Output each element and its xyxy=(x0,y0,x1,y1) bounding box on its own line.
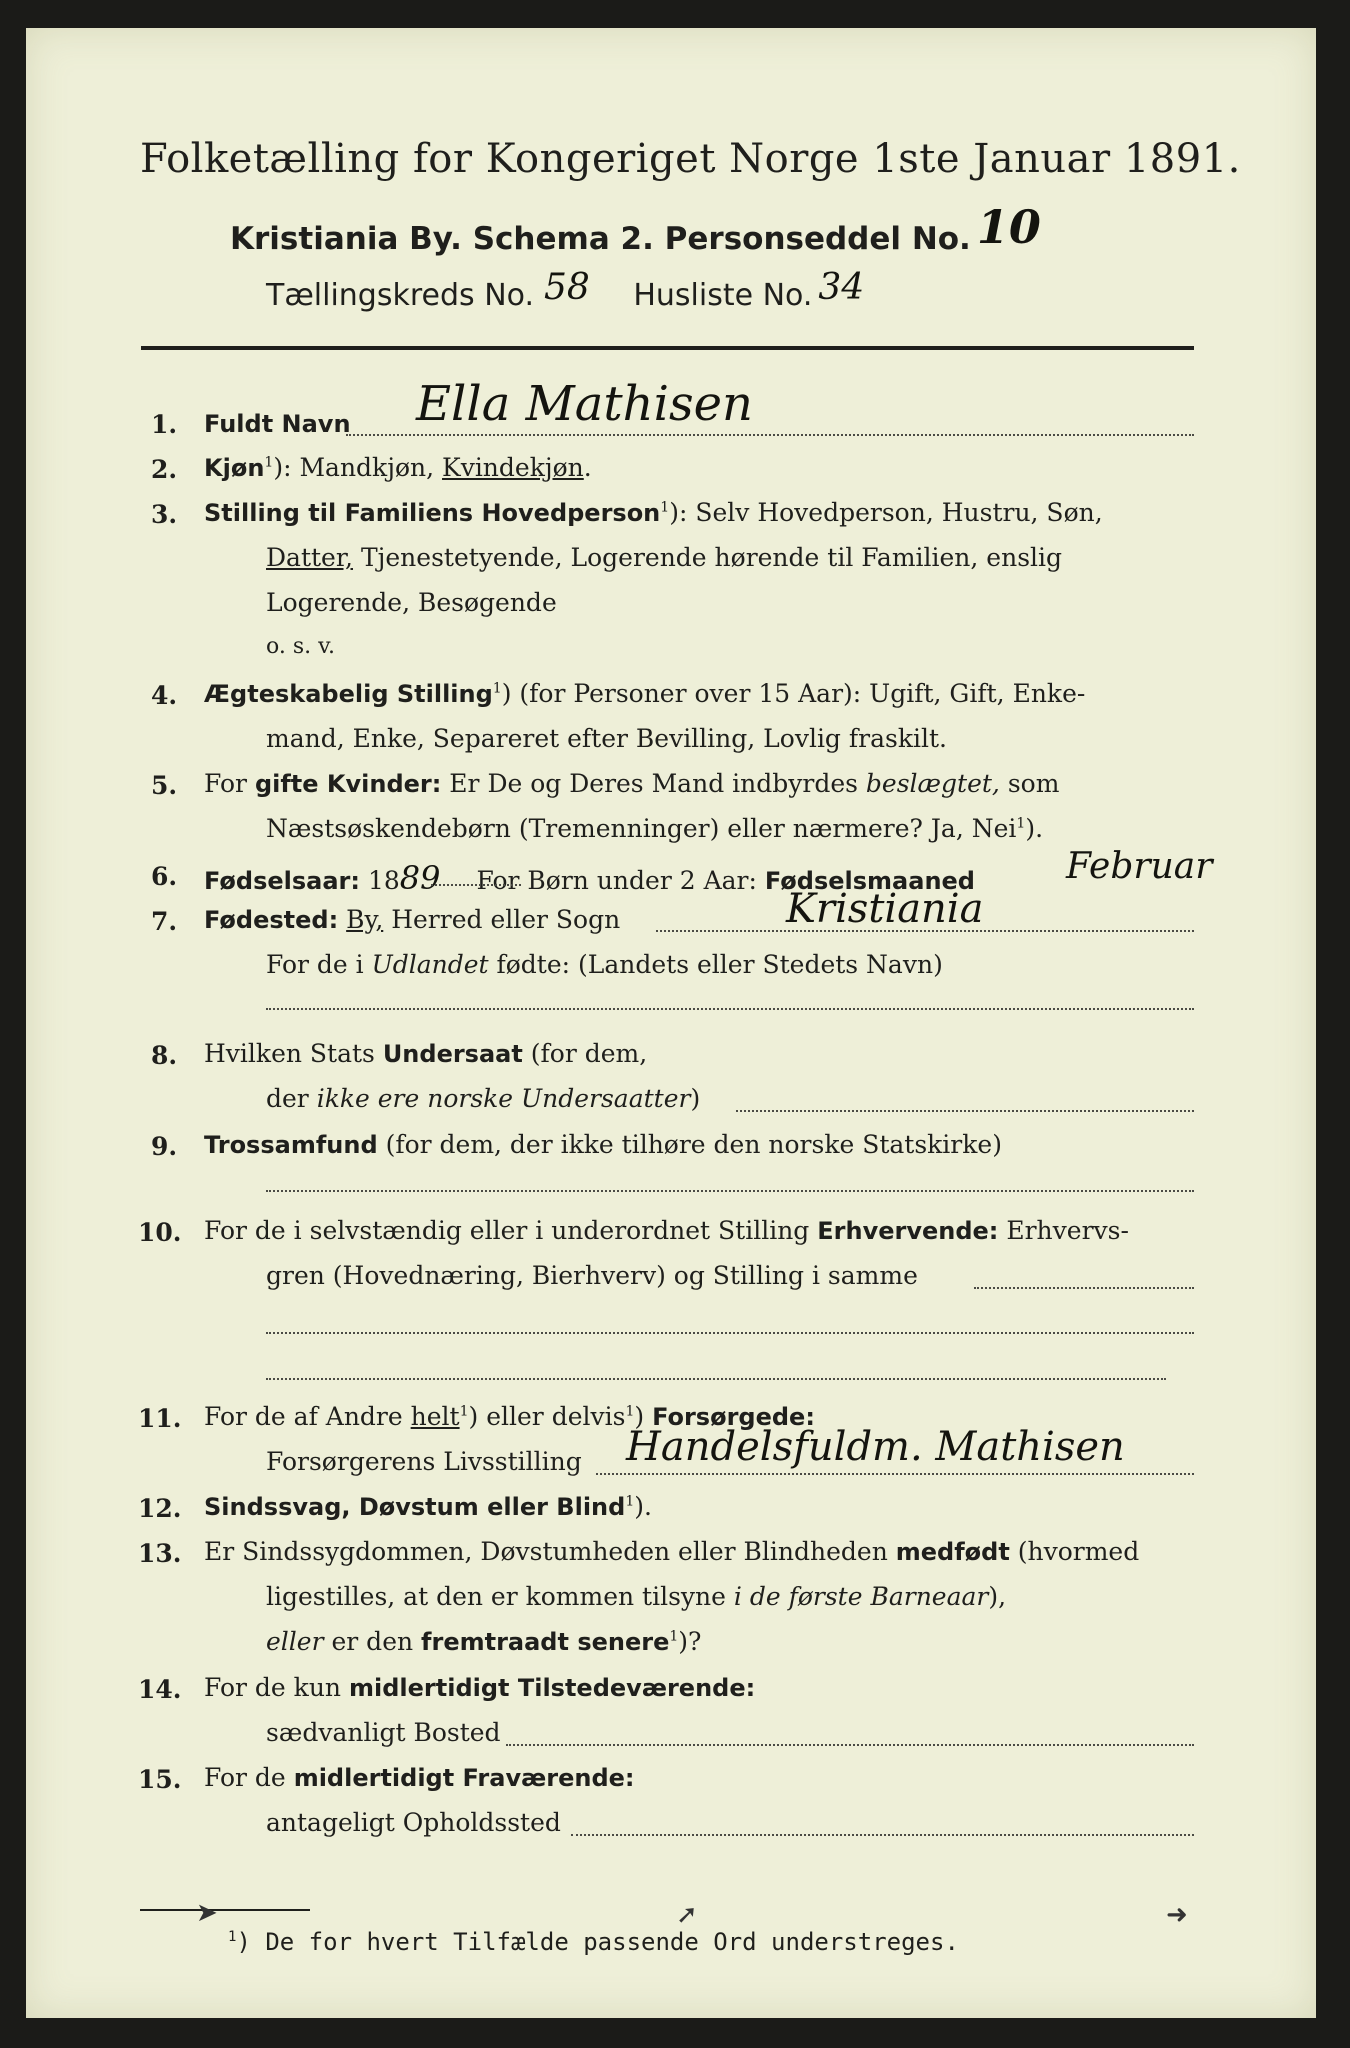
q13-line2-a: ligestilles, at den er kommen tilsyne xyxy=(266,1582,734,1611)
registration-mark-right-icon: ➜ xyxy=(1166,1900,1188,1930)
q8-number: 8. xyxy=(151,1041,178,1070)
q9-rest: (for dem, der ikke tilhøre den norske Statskirke) xyxy=(377,1130,1002,1159)
q5-line1 xyxy=(204,771,1059,796)
q15-line1-a: For de xyxy=(204,1763,294,1792)
q4-line2: mand, Enke, Separeret efter Bevilling, Lovlig fraskilt. xyxy=(266,724,947,753)
q8-line1 xyxy=(204,1041,647,1066)
q12-number: 12. xyxy=(138,1494,182,1523)
footnote-sup: 1 xyxy=(228,1929,237,1945)
q2-underlined: Kvindekjøn xyxy=(442,453,584,482)
q15-line1-b: midlertidigt Fraværende: xyxy=(293,1764,635,1792)
footnote xyxy=(228,1928,959,1956)
q11-sup1: 1 xyxy=(459,1403,469,1420)
q2-rest-b: . xyxy=(583,453,592,482)
q10-dotted-line-2 xyxy=(266,1332,1194,1334)
q13-line2-italic: i de første Barneaar xyxy=(733,1582,989,1611)
q7-label: Fødested: xyxy=(204,906,339,934)
q14-dotted-line xyxy=(506,1744,1194,1746)
q6-label-b: Fødselsmaaned xyxy=(764,867,975,895)
q10-line1-a: For de i selvstændig eller i underordnet Stilling xyxy=(204,1216,818,1245)
q11-line2: Forsørgerens Livsstilling xyxy=(266,1447,582,1476)
q8-line1-a: Hvilken Stats xyxy=(204,1039,383,1068)
q10-dotted-line-3 xyxy=(266,1378,1166,1380)
q6-number: 6. xyxy=(151,862,178,891)
registration-mark-center-icon: ➚ xyxy=(676,1900,698,1930)
registration-mark-left-icon: ➤ xyxy=(196,1898,218,1928)
q10-dotted-line-1 xyxy=(974,1287,1194,1289)
q10-number: 10. xyxy=(138,1218,182,1247)
q3-line2 xyxy=(266,545,1062,570)
district-line xyxy=(266,267,865,314)
q11-line1-a: For de af Andre xyxy=(204,1402,411,1431)
q11-line1-c: ) xyxy=(634,1402,653,1431)
husliste-label: Husliste No. xyxy=(633,278,813,313)
q3-sup: 1 xyxy=(660,499,670,516)
q3-number: 3. xyxy=(151,500,178,529)
q11-sup2: 1 xyxy=(625,1403,635,1420)
q12-text: Sindssvag, Døvstum eller Blind xyxy=(204,1493,626,1521)
q4-sup: 1 xyxy=(492,680,502,697)
q13-line1 xyxy=(204,1539,1139,1564)
q15-number: 15. xyxy=(138,1765,182,1794)
q9-line xyxy=(204,1132,1002,1157)
q5-line1-rest-a: Er De og Deres Mand indbyrdes xyxy=(441,769,866,798)
q13-line1-b: medfødt xyxy=(895,1538,1010,1566)
personseddel-number: 10 xyxy=(976,200,1041,254)
form-title: Folketælling for Kongeriget Norge 1ste Januar 1891. xyxy=(140,136,1241,182)
q13-line3 xyxy=(266,1629,701,1654)
schema-label: Kristiania By. Schema 2. Personseddel No. xyxy=(230,221,971,257)
q11-number: 11. xyxy=(138,1404,182,1433)
q7-foreign-dotted-line xyxy=(266,1008,1194,1010)
q1-handwritten-name: Ella Mathisen xyxy=(416,376,753,432)
q6-month-handwritten: Februar xyxy=(1066,846,1213,887)
q13-number: 13. xyxy=(138,1539,182,1568)
q6-label: Fødselsaar: xyxy=(204,867,360,895)
q14-line1-b: midlertidigt Tilstedeværende: xyxy=(348,1674,756,1702)
q3-line2-rest: Tjenestetyende, Logerende hørende til Familien, enslig xyxy=(353,543,1063,572)
q7-line1 xyxy=(204,907,620,932)
q1-label: Fuldt Navn xyxy=(204,410,351,438)
q15-line2: antageligt Opholdssted xyxy=(266,1808,561,1837)
q2-text xyxy=(204,455,592,480)
q7-line2-italic: Udlandet xyxy=(371,950,489,979)
q8-line2 xyxy=(266,1086,700,1111)
q2-sup: 1 xyxy=(264,454,274,471)
q10-line1-b: Erhvervende: xyxy=(817,1217,999,1245)
taellingskreds-label: Tællingskreds No. xyxy=(266,278,534,313)
q13-line3-italic: eller xyxy=(266,1627,324,1656)
footnote-text: ) De for hvert Tilfælde passende Ord understreges. xyxy=(236,1928,959,1956)
q5-line1-rest-b: som xyxy=(999,769,1060,798)
q4-line1 xyxy=(204,681,1085,706)
q8-dotted-line xyxy=(736,1110,1194,1112)
q3-line1 xyxy=(204,500,1103,525)
q5-line2-text: Næstsøskendebørn (Tremenninger) eller nærmere? Ja, Nei xyxy=(266,814,1017,843)
q7-number: 7. xyxy=(151,907,178,936)
q7-line2 xyxy=(266,952,943,977)
q9-label: Trossamfund xyxy=(204,1131,378,1159)
q11-line1-bold: Forsørgede: xyxy=(652,1403,815,1431)
q14-line1 xyxy=(204,1675,755,1700)
q5-line2 xyxy=(266,816,1043,841)
q5-label-b: gifte Kvinder: xyxy=(254,770,442,798)
q13-line3-sup: 1 xyxy=(669,1628,679,1645)
q10-line1 xyxy=(204,1218,1129,1243)
q8-line1-b: Undersaat xyxy=(382,1040,523,1068)
q15-line1 xyxy=(204,1765,635,1790)
q14-number: 14. xyxy=(138,1675,182,1704)
q3-label: Stilling til Familiens Hovedperson xyxy=(204,499,661,527)
q7-handwritten-place: Kristiania xyxy=(786,886,984,932)
q2-number: 2. xyxy=(151,455,178,484)
q10-line1-c: Erhvervs- xyxy=(998,1216,1129,1245)
header-rule xyxy=(141,346,1194,350)
q13-line2 xyxy=(266,1584,1006,1609)
form-subtitle xyxy=(230,200,1041,260)
q13-line3-a: er den xyxy=(323,1627,422,1656)
q13-line1-c: (hvormed xyxy=(1009,1537,1140,1566)
q13-line3-b: fremtraadt senere xyxy=(421,1628,670,1656)
q1-dotted-line xyxy=(346,434,1194,436)
q9-dotted-line xyxy=(266,1190,1194,1192)
q12-end: ). xyxy=(634,1492,652,1521)
census-form-sheet xyxy=(26,28,1316,2018)
q2-rest-a: ): Mandkjøn, xyxy=(273,453,443,482)
q5-number: 5. xyxy=(151,771,178,800)
q4-label: Ægteskabelig Stilling xyxy=(204,680,493,708)
footnote-rule xyxy=(140,1909,310,1911)
q7-rest: Herred eller Sogn xyxy=(383,905,621,934)
q4-line1-rest: ) (for Personer over 15 Aar): Ugift, Gift, Enke- xyxy=(501,679,1086,708)
q6-year-prefix: 18 xyxy=(367,866,400,895)
q14-line1-a: For de kun xyxy=(204,1673,349,1702)
q5-label-a: For xyxy=(204,769,255,798)
q8-line2-b: ) xyxy=(690,1084,701,1113)
q9-number: 9. xyxy=(151,1132,178,1161)
q14-line2: sædvanligt Bosted xyxy=(266,1718,501,1747)
q3-line1-rest: ): Selv Hovedperson, Hustru, Søn, xyxy=(669,498,1103,527)
q5-line1-italic: beslægtet, xyxy=(865,769,1000,798)
q4-number: 4. xyxy=(151,681,178,710)
q12-line xyxy=(204,1494,652,1519)
q11-underlined-helt: helt xyxy=(410,1402,460,1431)
q11-dotted-line xyxy=(596,1473,1194,1475)
q5-line2-end: ). xyxy=(1025,814,1044,843)
q8-line2-a: der xyxy=(266,1084,317,1113)
q3-line4: o. s. v. xyxy=(266,634,335,659)
q13-line1-a: Er Sindssygdommen, Døvstumheden eller Blindheden xyxy=(204,1537,896,1566)
husliste-number: 34 xyxy=(818,267,865,308)
q3-line3: Logerende, Besøgende xyxy=(266,588,557,617)
q15-dotted-line xyxy=(571,1834,1194,1836)
q13-line2-b: ), xyxy=(988,1582,1007,1611)
q12-sup: 1 xyxy=(625,1493,635,1510)
q2-label: Kjøn xyxy=(204,454,265,482)
q6-mid: For Børn under 2 Aar: xyxy=(476,866,765,895)
q8-line2-italic: ikke ere norske Undersaatter xyxy=(316,1084,691,1113)
q8-line1-c: (for dem, xyxy=(522,1039,648,1068)
q10-line2: gren (Hovednæring, Bierhverv) og Stilling i samme xyxy=(266,1261,918,1290)
q3-underlined-datter: Datter, xyxy=(266,543,353,572)
q13-line3-c: )? xyxy=(678,1627,702,1656)
q11-line1-b: ) eller delvis xyxy=(468,1402,626,1431)
q7-line2-a: For de i xyxy=(266,950,372,979)
taellingskreds-number: 58 xyxy=(544,267,590,308)
q7-underlined-by: By, xyxy=(346,905,384,934)
q5-line2-sup: 1 xyxy=(1016,815,1026,832)
q1-number: 1. xyxy=(151,410,178,439)
q11-handwritten-occupation: Handelsfuldm. Mathisen xyxy=(626,1424,1125,1470)
q6-year-value: 89 xyxy=(399,859,441,897)
q7-line2-b: fødte: (Landets eller Stedets Navn) xyxy=(488,950,943,979)
q6-year-dotted-line xyxy=(431,884,521,886)
